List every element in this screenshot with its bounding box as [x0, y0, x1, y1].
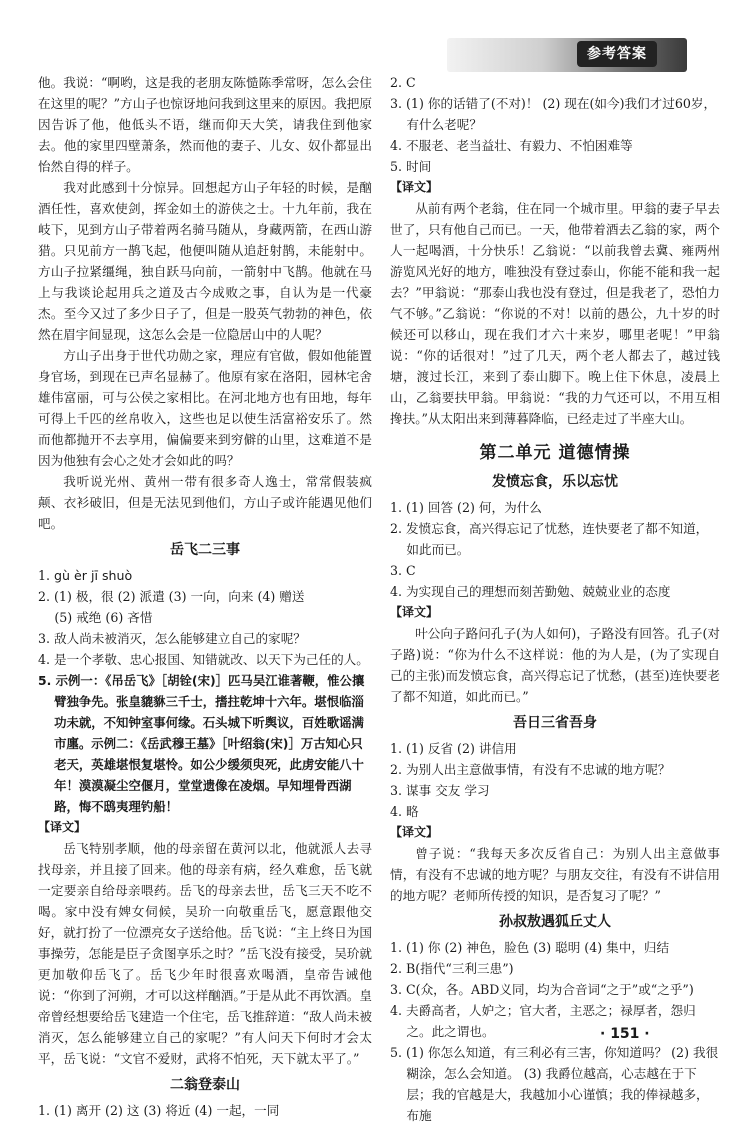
answer-number: 1.	[38, 568, 51, 583]
unit-heading: 第二单元 道德情操	[479, 443, 631, 463]
answer-item: 3. C	[390, 563, 416, 578]
answer-item-poems: 5. 示例一：《吊岳飞》［胡铨(宋)］匹马吴江谁著鞭，惟公攘臂独争先。张皇貔貅三千士，搘拄乾坤十六年。堪恨临淄功未就，不知钟室事何缘。石头城下听舆议，百姓歌谣满市廛。示例二：《岳武穆王墓》［叶绍翁(宋)］万古知心只老天，英雄堪恨复堪怜。如公少缓须臾死，此虏安能八十年！漠漠凝尘空偃月，堂堂遗像在凌烟。早知埋骨西湖路，悔不鸱夷理钓船！	[38, 673, 365, 814]
answer-item: 1. (1) 你 (2) 神色，脸色 (3) 聪明 (4) 集中，归结	[390, 940, 670, 955]
answer-item: 3. 敌人尚未被消灭，怎么能够建立自己的家呢？	[38, 631, 306, 646]
translation-paragraph: 他。我说：“啊哟，这是我的老朋友陈慥陈季常呀，怎么会住在这里的呢？”方山子也惊讶地问我到这里来的原因。我把原因告诉了他，他低头不语，继而仰天大笑，请我住到他家去。他的家里四壁萧条，然而他的妻子、儿女、奴仆都显出怡然自得的样子。	[38, 75, 372, 174]
translation-tag: 【译文】	[390, 825, 439, 839]
answer-item: 3. 谋事 交友 学习	[390, 783, 490, 798]
translation-paragraph: 我对此感到十分惊异。回想起方山子年轻的时候，是酗酒任性，喜欢使剑，挥金如土的游侠之士。十九年前，我在岐下，见到方山子带着两名骑马随从，身藏两箭，在西山游猎。只见前方一鹊飞起，他便叫随从追赶射鹊，未能射中。方山子拉紧缰绳，独自跃马向前，一箭射中飞鹊。他就在马上与我谈论起用兵之道及古今成败之事，自认为是一代豪杰。至今又过了多少日子了，但是一股英气勃勃的神色，依然在眉宇间显现，这怎么会是一位隐居山中的人呢？	[38, 180, 372, 342]
section-title: 吾日三省吾身	[513, 715, 597, 731]
translation-tag: 【译文】	[38, 820, 87, 834]
answer-item: 5. (1) 你怎么知道，有三利必有三害，你知道吗？ (2) 我很糊涂，怎么会知道。 (3) 我爵位越高，心志越在于下层；我的官越是大，我越加小心谨慎；我的俸禄越多，布施	[390, 1045, 719, 1123]
answer-item-continued: (5) 戒绝 (6) 吝惜	[54, 610, 153, 625]
section-title: 二翁登泰山	[170, 1077, 240, 1093]
translation-paragraph: 岳飞特别孝顺，他的母亲留在黄河以北，他就派人去寻找母亲，并且接了回来。他的母亲有病，经久难愈，岳飞就一定要亲自给母亲喂药。岳飞的母亲去世，岳飞三天不吃不喝。家中没有婢女伺候，吴玠一向敬重岳飞，愿意跟他交好，就打扮了一位漂亮女子送给他。岳飞说：“主上终日为国事操劳，怎能是臣子贪图享乐之时？”岳飞没有接受，吴玠就更加敬仰岳飞了。岳飞少年时很喜欢喝酒，皇帝告诫他说：“你到了河朔，才可以这样酗酒。”于是从此不再饮酒。皇帝曾经想要给岳飞建造一个住宅，岳飞推辞道：“敌人尚未被消灭，怎么能够建立自己的家呢？”有人问天下何时才会太平，岳飞说：“文官不爱财，武将不怕死，天下就太平了。”	[38, 841, 373, 1066]
translation-paragraph: 叶公向子路问孔子(为人如何)，子路没有回答。孔子(对子路)说：“你为什么不这样说：他的为人是，(为了实现自己的主张)而发愤忘食，高兴得忘记了忧愁，(甚至)连快要老了都不知道，如此而已。”	[390, 626, 720, 704]
answer-item: 3. (1) 你的话错了(不对)！ (2) 现在(如今)我们才过60岁，有什么老呢？	[390, 96, 717, 132]
answer-item: 4. 不服老、老当益壮、有毅力、不怕困难等	[390, 138, 633, 153]
right-column	[390, 72, 720, 1126]
section-label: 参考答案	[577, 41, 657, 67]
translation-paragraph: 曾子说：“我每天多次反省自己：为别人出主意做事情，有没有不忠诚的地方呢？与朋友交往，有没有不讲信用的地方呢？老师所传授的知识，是否复习了呢？”	[390, 846, 720, 903]
answer-item	[38, 565, 372, 586]
answer-item: 2. C	[390, 75, 416, 90]
answer-item: 4. 略	[390, 804, 419, 819]
translation-tag: 【译文】	[390, 180, 439, 194]
answer-item: 2. 为别人出主意做事情，有没有不忠诚的地方呢？	[390, 762, 671, 777]
pinyin-answer: gù èr jī shuò	[54, 568, 133, 583]
answer-item: 4. 是一个孝敬、忠心报国、知错就改、以天下为己任的人。	[38, 652, 369, 667]
answer-item: 5. 时间	[390, 159, 432, 174]
answer-item: 2. B(指代“三利三患”)	[390, 961, 514, 976]
section-title: 孙叔敖遇狐丘丈人	[499, 914, 611, 930]
page-number: · 151 ·	[600, 1026, 650, 1042]
left-column	[38, 72, 372, 1121]
answer-item: 2. (1) 极，很 (2) 派遣 (3) 一向，向来 (4) 赠送	[38, 589, 305, 604]
translation-paragraph: 方山子出身于世代功勋之家，理应有官做，假如他能置身官场，到现在已声名显赫了。他原有家在洛阳，园林宅舍雄伟富丽，可与公侯之家相比。在河北地方也有田地，每年可得上千匹的丝帛收入，这些也足以使生活富裕安乐了。然而他都抛开不去享用，偏偏要来到穷僻的山里，这难道不是因为他独有会心之处才会如此的吗？	[38, 348, 372, 468]
section-title: 岳飞二三事	[170, 542, 240, 558]
translation-tag: 【译文】	[390, 605, 439, 619]
section-title: 发愤忘食，乐以忘忧	[492, 474, 618, 490]
answer-item: 4. 为实现自己的理想而刻苦勤勉、兢兢业业的态度	[390, 584, 671, 599]
answer-item: 4. 夫爵高者，人妒之；官大者，主恶之；禄厚者，怨归之。此之谓也。	[390, 1003, 696, 1039]
header-banner	[447, 38, 687, 72]
answer-item: 1. (1) 离开 (2) 这 (3) 将近 (4) 一起，一同	[38, 1103, 280, 1118]
translation-paragraph: 我听说光州、黄州一带有很多奇人逸士，常常假装疯颠、衣衫破旧，但是无法见到他们，方山子或许能遇见他们吧。	[38, 474, 372, 531]
answer-item: 3. C(众，各。ABD义同，均为合音词“之于”或“之乎”)	[390, 982, 694, 997]
translation-paragraph: 从前有两个老翁，住在同一个城市里。甲翁的妻子早去世了，只有他自己而已。一天，他带着酒去乙翁的家，两个人一起喝酒，十分快乐！乙翁说：“以前我曾去冀、雍两州游览风光好的地方，唯独没有登过泰山，你能不能和我一起去？”甲翁说：“那泰山我也没有登过，但是我老了，恐怕力气不够。”乙翁说：“你说的不对！以前的愚公，九十岁的时候还可以移山，现在我们才六十来岁，哪里老呢！”甲翁说：“你的话很对！”过了几天，两个老人都去了，越过钱塘，渡过长江，来到了泰山脚下。晚上住下休息，凌晨上山，乙翁要扶甲翁。甲翁说：“我的力气还可以，不用互相搀扶。”从太阳出来到薄暮降临，已经走过了半座大山。	[390, 201, 720, 426]
answer-item: 1. (1) 回答 (2) 何，为什么	[390, 500, 542, 515]
answer-item: 2. 发愤忘食，高兴得忘记了忧愁，连快要老了都不知道，如此而已。	[390, 521, 709, 557]
answer-item: 1. (1) 反省 (2) 讲信用	[390, 741, 517, 756]
